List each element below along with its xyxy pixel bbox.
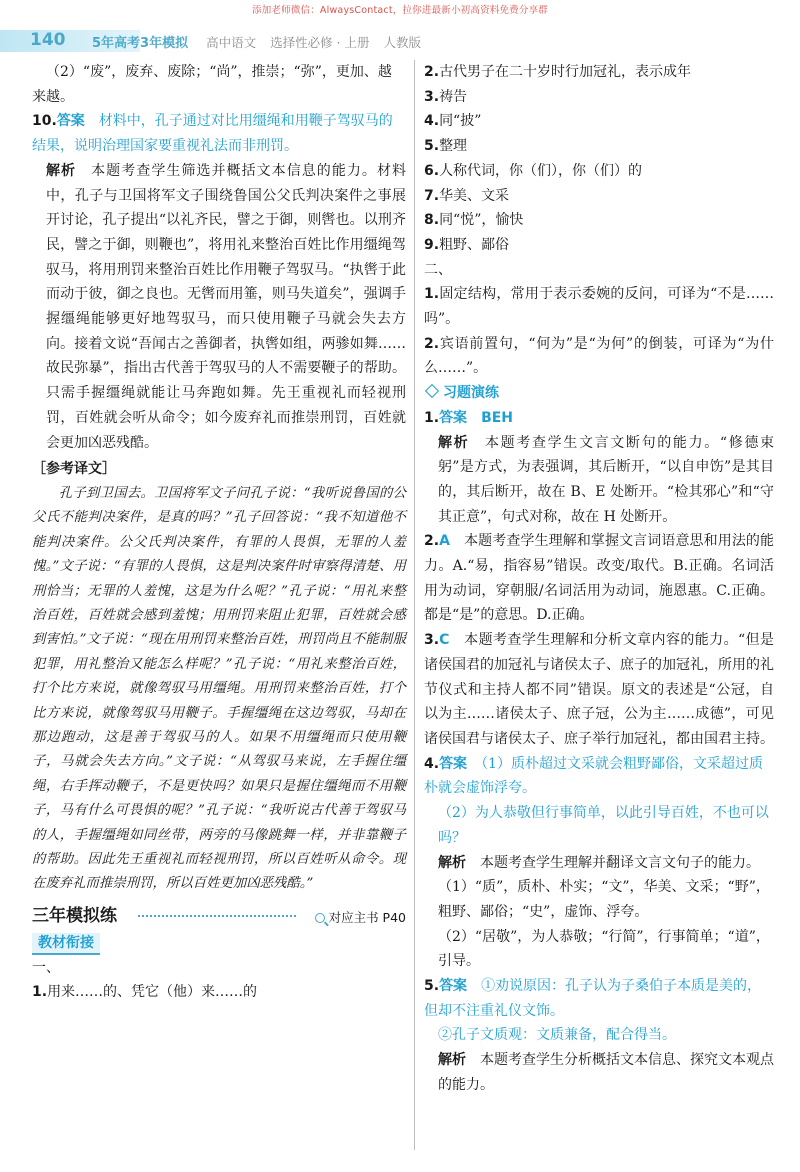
question-10 bbox=[32, 109, 406, 158]
watermark-text: 添加老师微信：AlwaysContact，拉你进最新小初高资料免费分享群 bbox=[252, 5, 548, 16]
answer-text: （1）质朴超过文采就会粗野鄙俗，文采超过质朴就会虚饰浮夸。 bbox=[424, 755, 763, 797]
answer-4-analysis bbox=[424, 851, 774, 876]
reference-translation: 孔子到卫国去。卫国将军文子问孔子说：“我听说鲁国的公父氏不能判决案件，是真的吗？”孔子回答说：“我不知道他不能判决案件。公父氏判决案件，有罪的人畏惧，无罪的人羞愧。”文子说：“有罪的人畏惧，这是判决案件时审察得清楚、用刑恰当；无罪的人羞愧，这是为什么呢？”孔子说：“用礼来整治百姓，百姓就会感到羞愧；用刑罚来阻止犯罪，百姓就会感到害怕。”文子说：“现在用刑罚来整治百姓，刑罚尚且不能制服犯罪，用礼整治又能怎么样呢？”孔子说：“用礼来整治百姓，打个比方来说，就像驾驭马用缰绳。用刑罚来整治百姓，打个比方来说，就像驾驭马用鞭子。手握缰绳在这边驾驭，马却在那边跑动，这是善于驾驭马的人。如果不用缰绳而只使用鞭子，马就会失去方向。”文子说：“从驾驭马来说，左手握住缰绳，右手挥动鞭子，不是更快吗？如果只是握住缰绳而不用鞭子，马有什么可畏惧的呢？”孔子说：“我听说古代善于驾驭马的人，手握缰绳如同丝带，两旁的马像跳舞一样，并非靠鞭子的帮助。因此先王重视礼而轻视刑罚，所以百姓听从命令。现在废弃礼而推崇刑罚，所以百姓更加凶恶残酷。” bbox=[32, 485, 406, 892]
section-reference bbox=[315, 906, 406, 931]
item-text: 华美、文采 bbox=[439, 187, 510, 204]
item-number: 1. bbox=[424, 409, 440, 426]
item-text: 古代男子在二十岁时行加冠礼，表示成年 bbox=[439, 64, 692, 80]
answer-label: 答案 bbox=[439, 409, 468, 426]
analysis-label: 解析 bbox=[438, 854, 466, 871]
textbook-tag-row bbox=[32, 931, 406, 956]
diamond-icon bbox=[425, 384, 439, 398]
analysis-label: 解析 bbox=[438, 434, 470, 451]
list-item bbox=[424, 85, 774, 110]
analysis-text: 本题考查学生理解和掌握文言词语意思和用法的能力。A.“易，指容易”错误。改变/取代。B.正确。名词活用为动词，穿朝服/名词活用为动词，施恩惠。C.正确。都是“是”的意思。D.正确。 bbox=[424, 533, 775, 624]
item-text: 宾语前置句，“何为”是“为何”的倒装，可译为“为什么……”。 bbox=[424, 335, 774, 377]
item-number: 3. bbox=[424, 88, 440, 105]
item-number: 2. bbox=[424, 335, 440, 352]
left-column bbox=[32, 60, 406, 1005]
answer-value: BEH bbox=[481, 409, 514, 426]
item-number: 1. bbox=[424, 286, 440, 303]
item-number: 3. bbox=[424, 632, 440, 649]
answer-text: ①劝说原因：孔子认为子桑伯子本质是美的，但却不注重礼仪文饰。 bbox=[424, 978, 762, 1019]
header-text bbox=[92, 32, 421, 51]
item-text: 同“悦”，愉快 bbox=[439, 212, 524, 229]
item-number: 4. bbox=[424, 755, 440, 772]
analysis-label: 解析 bbox=[46, 162, 77, 179]
answer-2 bbox=[424, 529, 774, 628]
list-item bbox=[424, 134, 774, 159]
answer-line: （2）“废”，废弃、废除；“尚”，推崇；“弥”，更加、越 bbox=[46, 64, 392, 80]
answer-4 bbox=[424, 752, 774, 801]
item-number: 7. bbox=[424, 187, 440, 204]
item-text: 固定结构，常用于表示委婉的反问，可译为“不是……吗”。 bbox=[424, 286, 774, 328]
list-item bbox=[424, 184, 774, 209]
item-number: 1. bbox=[32, 984, 48, 1001]
right-column bbox=[424, 60, 774, 1098]
section-header bbox=[32, 901, 406, 931]
section-ref-text: 对应主书 P40 bbox=[328, 909, 406, 925]
page-number: 140 bbox=[30, 30, 66, 50]
answer-line: 来越。 bbox=[32, 88, 74, 105]
subject-label: 高中语文 bbox=[206, 35, 257, 50]
answer-label: 答案 bbox=[439, 755, 468, 772]
answer-4-detail: （1）“质”，质朴、朴实；“文”，华美、文采；“野”，粗野、鄙俗；“史”，虚饰、浮夸。 bbox=[438, 879, 770, 920]
item-text: 粗野、鄙俗 bbox=[439, 236, 510, 253]
answer-1-analysis bbox=[424, 431, 774, 530]
drill-heading bbox=[424, 381, 774, 406]
answer-3 bbox=[424, 628, 774, 752]
section-title: 三年模拟练 bbox=[32, 905, 117, 926]
answer-5-analysis bbox=[424, 1048, 774, 1097]
answer-letter: C bbox=[439, 632, 450, 649]
q10-answer: 材料中，孔子通过对比用缰绳和用鞭子驾驭马的结果，说明治理国家要重视礼法而非刑罚。 bbox=[32, 113, 393, 155]
answer-4-detail: （2）“居敬”，为人恭敬；“行简”，行事简单；“道”，引导。 bbox=[438, 928, 770, 970]
answer-4-part-2: （2）为人恭敬但行事简单，以此引导百姓，不也可以吗？ bbox=[438, 805, 769, 846]
q10-answer-label: 答案 bbox=[56, 113, 85, 130]
reference-translation-title: ［参考译文］ bbox=[32, 461, 116, 478]
item-text: 祷告 bbox=[439, 88, 468, 105]
q10-analysis bbox=[32, 159, 406, 455]
item-number: 9. bbox=[424, 236, 440, 253]
part-one-heading: 一、 bbox=[32, 959, 60, 976]
item-text: 整理 bbox=[439, 138, 468, 155]
page-header bbox=[0, 26, 800, 52]
edition-label: 人教版 bbox=[383, 35, 421, 50]
item-number: 2. bbox=[424, 533, 440, 550]
drill-title: 习题演练 bbox=[443, 385, 499, 402]
item-number: 5. bbox=[424, 138, 440, 155]
q10-number: 10. bbox=[32, 113, 57, 130]
analysis-text: 本题考查学生文言文断句的能力。“修德束躬”是方式，为表强调，其后断开，“以自申饬”是其目的，其后断开，故在 B、E 处断开。“检其邪心”和“守其正意”，句式对称，故在 H 处断开。 bbox=[438, 434, 775, 525]
item-text: 人称代词，你（们），你（们）的 bbox=[439, 162, 643, 179]
item-number: 4. bbox=[424, 113, 440, 130]
list-item bbox=[424, 208, 774, 233]
list-item bbox=[424, 233, 774, 258]
section-dotted-line bbox=[138, 915, 296, 917]
part-two-heading: 二、 bbox=[424, 261, 452, 278]
item-text: 同“披” bbox=[439, 113, 482, 130]
item-number: 6. bbox=[424, 162, 440, 179]
item-number: 5. bbox=[424, 978, 440, 995]
book-label: 选择性必修 · 上册 bbox=[270, 35, 370, 50]
textbook-link-tag: 教材衔接 bbox=[32, 933, 100, 955]
list-item bbox=[424, 109, 774, 134]
answer-5 bbox=[424, 974, 774, 1023]
answer-1 bbox=[424, 406, 774, 431]
answer-5-part-2: ②孔子文质观：文质兼备，配合得当。 bbox=[438, 1027, 676, 1044]
analysis-text: 本题考查学生理解并翻译文言文句子的能力。 bbox=[480, 854, 760, 871]
analysis-text: 本题考查学生分析概括文本信息、探究文本观点的能力。 bbox=[438, 1052, 774, 1093]
search-icon bbox=[315, 913, 325, 923]
analysis-text: 本题考查学生筛选并概括文本信息的能力。材料中，孔子与卫国将军文子围绕鲁国公父氏判决案件之事展开讨论，孔子提出“以礼齐民，譬之于御，则辔也。以刑齐民，譬之于御，则鞭也”，将用礼来整治百姓比作用缰绳驾驭马，将用刑罚来整治百姓比作用鞭子驾驭马。“执辔于此而动于彼，御之良也。无辔而用箠，则马失道矣”，强调手握缰绳能够更好地驾驭马，而只使用鞭子马就会失去方向。接着文说“吾闻古之善御者，执辔如组，两骖如舞……故民弥暴”，指出古代善于驾驭马的人不需要鞭子的帮助。只需手握缰绳就能让马奔跑如舞。先王重视礼而轻视刑罚，百姓就会听从命令；如今废弃礼而推崇刑罚，百姓就会更加凶恶残酷。 bbox=[46, 162, 407, 451]
answer-label: 答案 bbox=[439, 978, 468, 995]
part2-item-1 bbox=[424, 282, 774, 331]
column-divider bbox=[414, 60, 415, 1150]
item-1 bbox=[32, 980, 406, 1005]
list-item bbox=[424, 60, 774, 85]
analysis-label: 解析 bbox=[438, 1052, 466, 1069]
item-number: 8. bbox=[424, 212, 440, 229]
item-text: 用来……的、凭它（他）来……的 bbox=[47, 984, 258, 1001]
list-item bbox=[424, 159, 774, 184]
answer-letter: A bbox=[439, 533, 450, 550]
series-title: 5年高考3年模拟 bbox=[92, 36, 189, 51]
analysis-text: 本题考查学生理解和分析文章内容的能力。“但是诸侯国君的加冠礼与诸侯太子、庶子的加冠礼，所用的礼节仪式和主持人都不同”错误。原文的表述是“公冠，自以为主……诸侯太子、庶子冠，公为主……成德”，可见诸侯国君与诸侯太子、庶子举行加冠礼，都由国君主持。 bbox=[424, 632, 775, 747]
item-number: 2. bbox=[424, 64, 440, 80]
part2-item-2 bbox=[424, 332, 774, 381]
